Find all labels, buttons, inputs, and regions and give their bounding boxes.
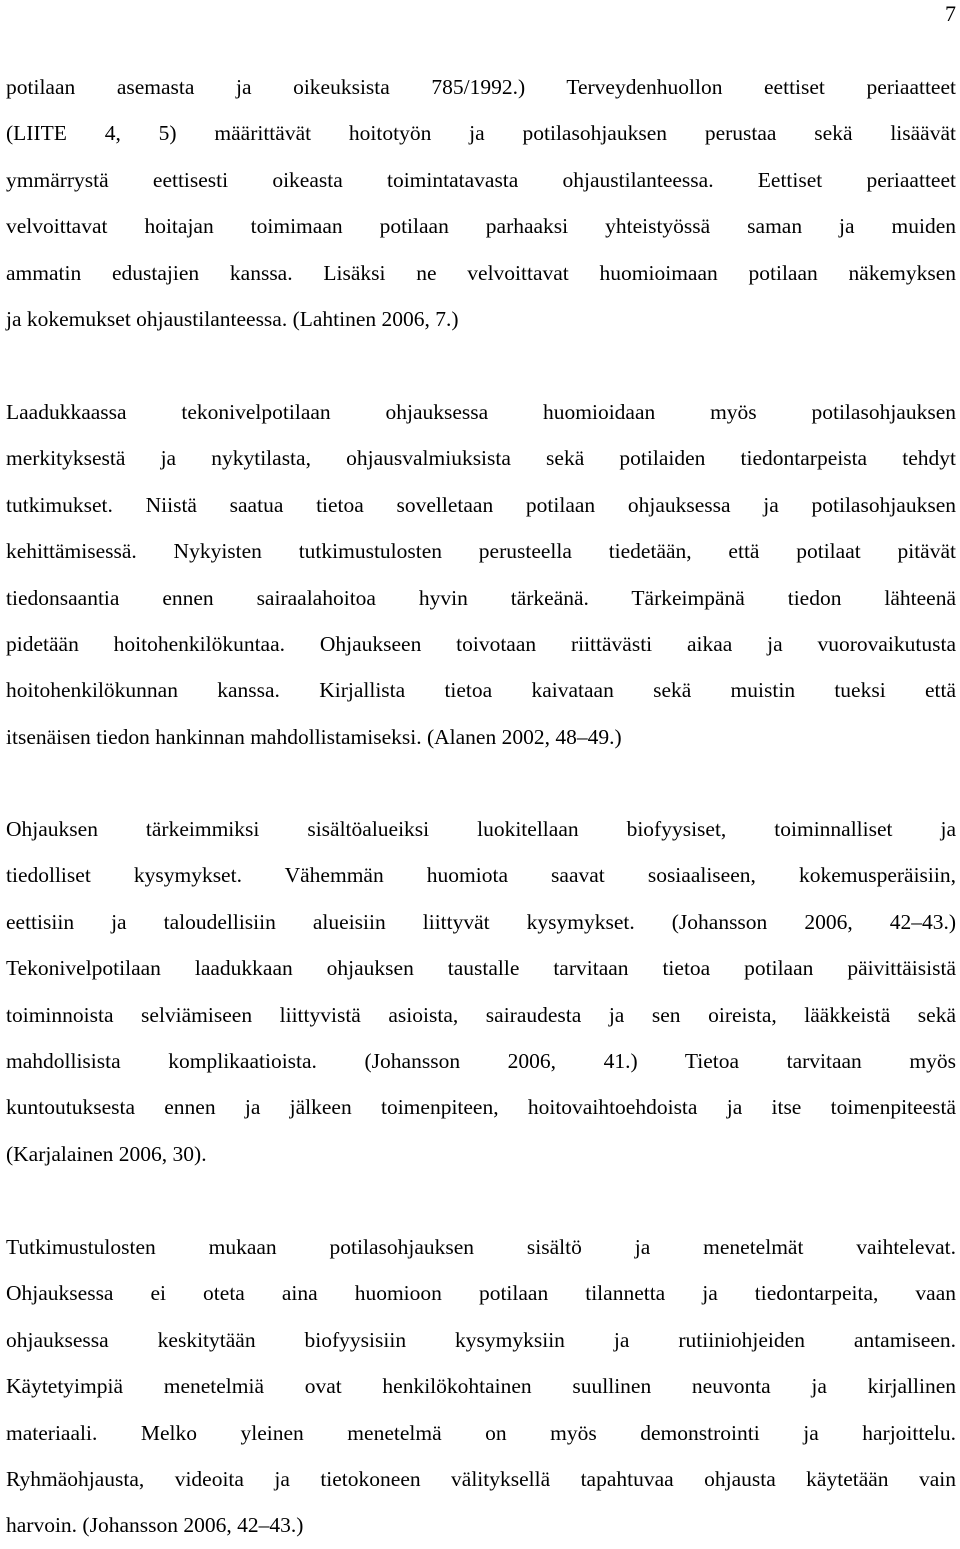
text-line: Ryhmäohjausta, videoita ja tietokoneen välityksellä tapahtuvaa ohjausta käytetään vain — [6, 1467, 956, 1492]
text-line: tiedolliset kysymykset. Vähemmän huomiota saavat sosiaaliseen, kokemusperäisiin, — [6, 863, 956, 888]
paragraph-2 — [6, 389, 956, 760]
text-line: Tekonivelpotilaan laadukkaan ohjauksen taustalle tarvitaan tietoa potilaan päivittäisistä — [6, 956, 956, 981]
page-number: 7 — [945, 1, 956, 26]
text-line: ja kokemukset ohjaustilanteessa. (Lahtinen 2006, 7.) — [6, 307, 459, 332]
text-line: hoitohenkilökunnan kanssa. Kirjallista tietoa kaivataan sekä muistin tueksi että — [6, 678, 956, 703]
text-line: kuntoutuksesta ennen ja jälkeen toimenpiteen, hoitovaihtoehdoista ja itse toimenpiteestä — [6, 1095, 956, 1120]
text-line: tiedonsaantia ennen sairaalahoitoa hyvin tärkeänä. Tärkeimpänä tiedon lähteenä — [6, 585, 956, 610]
text-line: Käytetyimpiä menetelmiä ovat henkilökohtainen suullinen neuvonta ja kirjallinen — [6, 1374, 956, 1399]
text-line: ymmärrystä eettisesti oikeasta toimintatavasta ohjaustilanteessa. Eettiset periaatteet — [6, 167, 956, 192]
text-line: toiminnoista selviämiseen liittyvistä asioista, sairaudesta ja sen oireista, lääkkeistä sekä — [6, 1002, 956, 1027]
text-line: Ohjauksessa ei oteta aina huomioon potilaan tilannetta ja tiedontarpeita, vaan — [6, 1281, 956, 1306]
text-line: eettisiin ja taloudellisiin alueisiin liittyvät kysymykset. (Johansson 2006, 42–43.) — [6, 909, 956, 934]
text-line: materiaali. Melko yleinen menetelmä on myös demonstrointi ja harjoittelu. — [6, 1420, 956, 1445]
paragraph-1 — [6, 64, 956, 342]
text-line: Laadukkaassa tekonivelpotilaan ohjauksessa huomioidaan myös potilasohjauksen — [6, 400, 956, 424]
paragraph-3 — [6, 806, 956, 1177]
paragraph-4 — [6, 1224, 956, 1549]
text-line: itsenäisen tiedon hankinnan mahdollistamiseksi. (Alanen 2002, 48–49.) — [6, 724, 622, 749]
text-line: merkityksestä ja nykytilasta, ohjausvalmiuksista sekä potilaiden tiedontarpeista tehdyt — [6, 446, 956, 471]
text-line: potilaan asemasta ja oikeuksista 785/1992.) Terveydenhuollon eettiset periaatteet — [6, 75, 956, 99]
text-line: (Karjalainen 2006, 30). — [6, 1141, 207, 1166]
text-line: Tutkimustulosten mukaan potilasohjauksen sisältö ja menetelmät vaihtelevat. — [6, 1235, 956, 1259]
text-line: mahdollisista komplikaatioista. (Johansson 2006, 41.) Tietoa tarvitaan myös — [6, 1049, 956, 1074]
text-line: ohjauksessa keskitytään biofyysisiin kysymyksiin ja rutiiniohjeiden antamiseen. — [6, 1327, 956, 1352]
text-line: Ohjauksen tärkeimmiksi sisältöalueiksi luokitellaan biofyysiset, toiminnalliset ja — [6, 817, 956, 841]
text-line: pidetään hoitohenkilökuntaa. Ohjaukseen toivotaan riittävästi aikaa ja vuorovaikutusta — [6, 632, 956, 657]
text-line: harvoin. (Johansson 2006, 42–43.) — [6, 1513, 304, 1538]
text-line: (LIITE 4, 5) määrittävät hoitotyön ja potilasohjauksen perustaa sekä lisäävät — [6, 121, 956, 146]
text-line: ammatin edustajien kanssa. Lisäksi ne velvoittavat huomioimaan potilaan näkemyksen — [6, 260, 956, 285]
text-line: tutkimukset. Niistä saatua tietoa sovelletaan potilaan ohjauksessa ja potilasohjauksen — [6, 492, 956, 517]
text-line: velvoittavat hoitajan toimimaan potilaan parhaaksi yhteistyössä saman ja muiden — [6, 214, 956, 239]
text-line: kehittämisessä. Nykyisten tutkimustulosten perusteella tiedetään, että potilaat pitävät — [6, 539, 956, 564]
